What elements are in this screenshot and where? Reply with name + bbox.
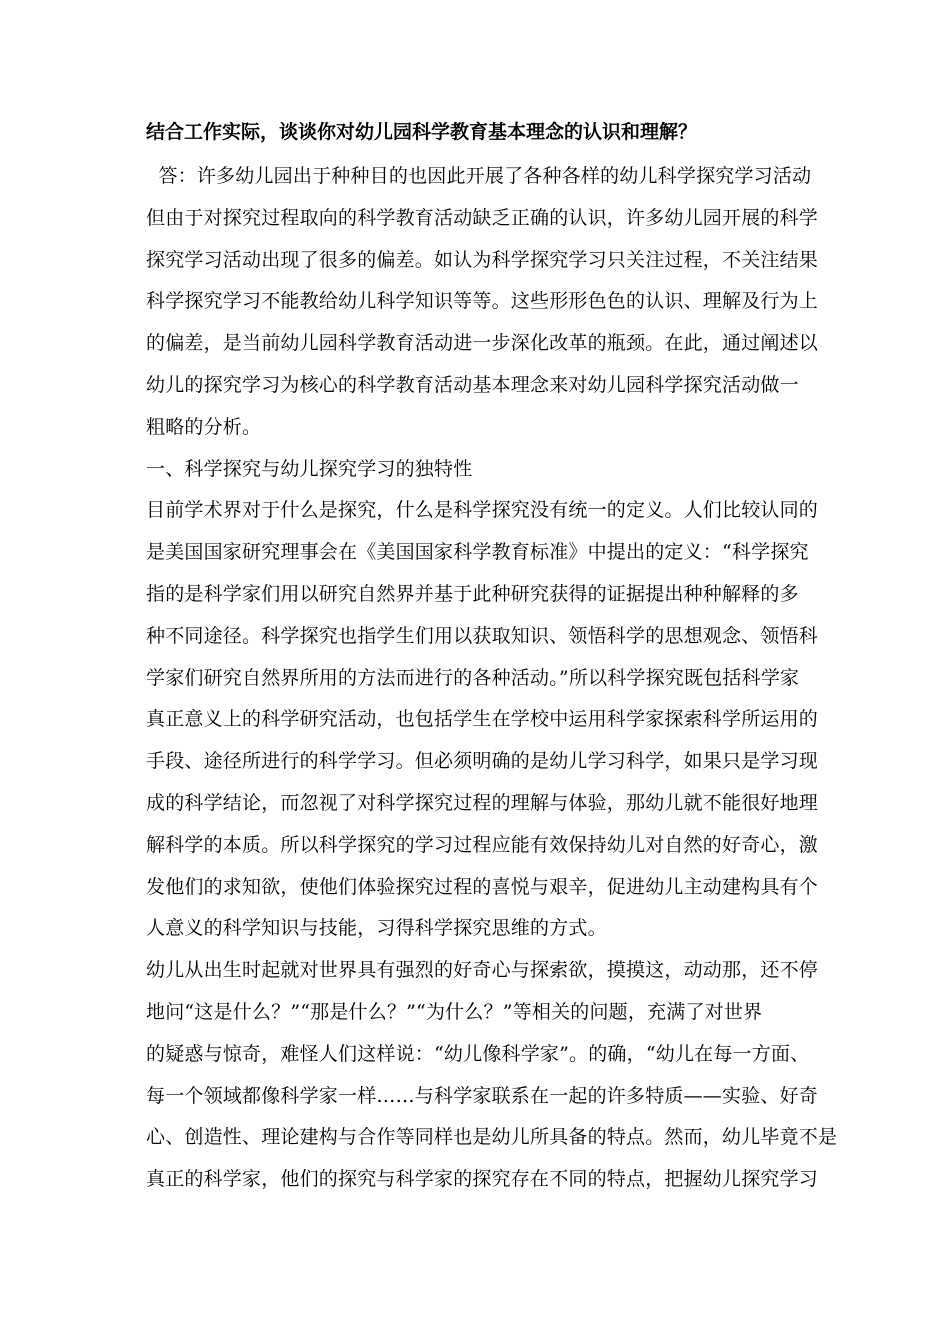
body-line: 手段、途径所进行的科学学习。但必须明确的是幼儿学习科学，如果只是学习现	[146, 750, 819, 773]
body-line: 是美国国家研究理事会在《美国国家科学教育标准》中提出的定义：“科学探究	[146, 541, 809, 564]
body-line: 解科学的本质。所以科学探究的学习过程应能有效保持幼儿对自然的好奇心，激	[146, 833, 819, 856]
body-line: 心、创造性、理论建构与合作等同样也是幼儿所具备的特点。然而，幼儿毕竟不是	[146, 1126, 838, 1149]
body-line: 真正意义上的科学研究活动，也包括学生在学校中运用科学家探索科学所运用的	[146, 708, 819, 731]
body-line: 粗略的分析。	[146, 415, 262, 438]
body-line: 学家们研究自然界所用的方法而进行的各种活动。”所以科学探究既包括科学家	[146, 666, 800, 689]
body-line: 人意义的科学知识与技能，习得科学探究思维的方式。	[146, 917, 607, 940]
body-line: 目前学术界对于什么是探究，什么是科学探究没有统一的定义。人们比较认同的	[146, 499, 819, 522]
body-line: 地问“这是什么？”“那是什么？”“为什么？”等相关的问题，充满了对世界	[146, 1000, 763, 1023]
body-line: 幼儿从出生时起就对世界具有强烈的好奇心与探索欲，摸摸这，动动那，还不停	[146, 959, 819, 982]
body-line: 真正的科学家，他们的探究与科学家的探究存在不同的特点，把握幼儿探究学习	[146, 1168, 819, 1191]
body-line: 发他们的求知欲，使他们体验探究过程的喜悦与艰辛，促进幼儿主动建构具有个	[146, 875, 819, 898]
document-title: 结合工作实际，谈谈你对幼儿园科学教育基本理念的认识和理解？	[146, 121, 698, 143]
body-line: 成的科学结论，而忽视了对科学探究过程的理解与体验，那幼儿就不能很好地理	[146, 791, 819, 814]
section-heading: 一、科学探究与幼儿探究学习的独特性	[146, 457, 473, 480]
body-line: 的偏差，是当前幼儿园科学教育活动进一步深化改革的瓶颈。在此，通过阐述以	[146, 332, 819, 355]
body-line: 每一个领域都像科学家一样……与科学家联系在一起的许多特质——实验、好奇	[146, 1084, 819, 1107]
body-line: 的疑惑与惊奇，难怪人们这样说：“幼儿像科学家”。的确，“幼儿在每一方面、	[146, 1042, 810, 1065]
body-line: 科学探究学习不能教给幼儿科学知识等等。这些形形色色的认识、理解及行为上	[146, 290, 819, 313]
body-line: 但由于对探究过程取向的科学教育活动缺乏正确的认识，许多幼儿园开展的科学	[146, 206, 819, 229]
body-line: 幼儿的探究学习为核心的科学教育活动基本理念来对幼儿园科学探究活动做一	[146, 373, 799, 396]
body-line: 探究学习活动出现了很多的偏差。如认为科学探究学习只关注过程，不关注结果	[146, 248, 819, 271]
body-line: 种不同途径。科学探究也指学生们用以获取知识、领悟科学的思想观念、领悟科	[146, 624, 819, 647]
body-line: 指的是科学家们用以研究自然界并基于此种研究获得的证据提出种种解释的多	[146, 582, 799, 605]
document-body	[146, 156, 838, 1201]
body-line: 答：许多幼儿园出于种种目的也因此开展了各种各样的幼儿科学探究学习活动	[146, 165, 812, 187]
